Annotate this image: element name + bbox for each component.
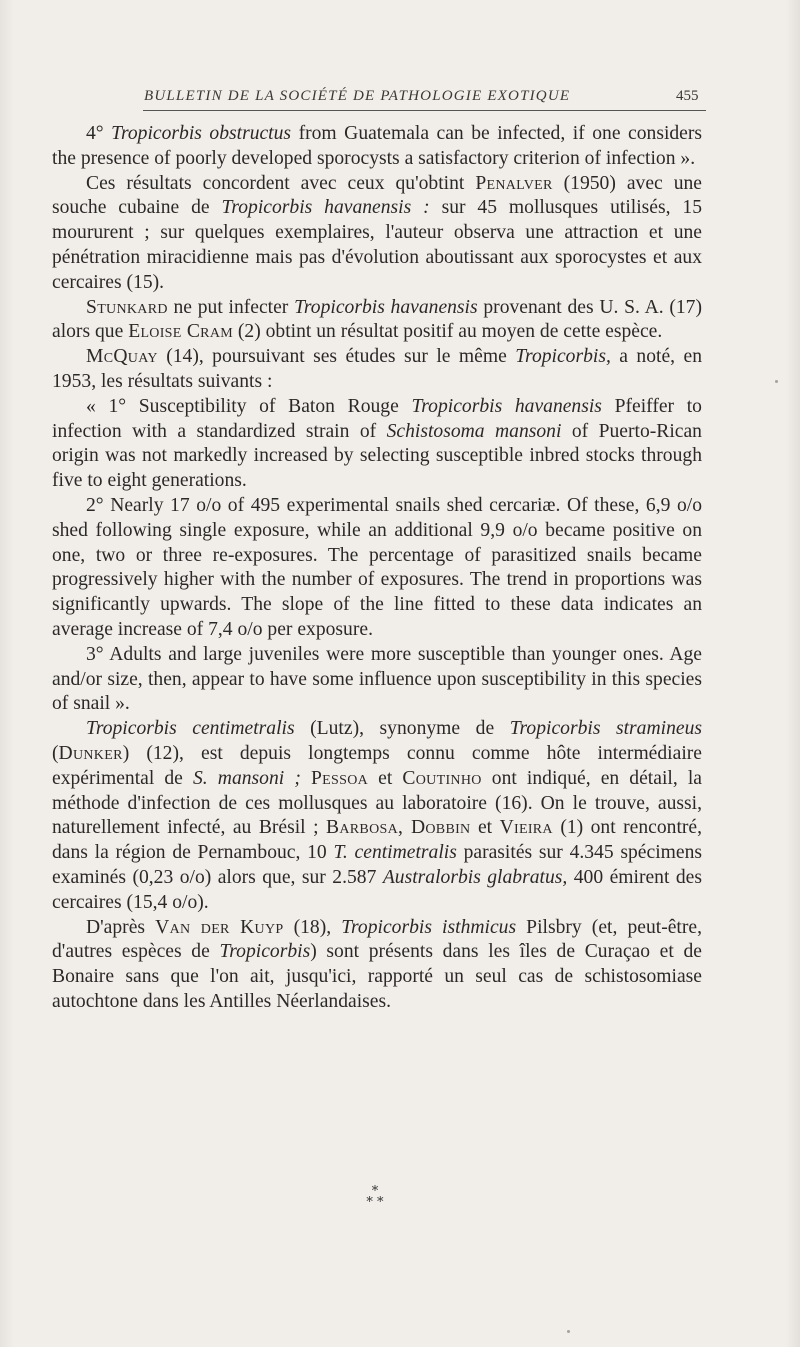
paragraph <box>52 172 702 296</box>
separator-stars-bottom: * * <box>366 1195 384 1210</box>
species-name: Tropicorbis havanensis : <box>221 197 430 219</box>
text-run: ne put infecter <box>167 296 295 318</box>
text-run: 4° <box>86 123 112 144</box>
header-rule <box>143 110 706 111</box>
text-run: ) (12), est depuis longtemps connu comme hôte intermédiaire expérimental de <box>52 742 702 789</box>
species-name: S. mansoni ; <box>193 767 301 789</box>
paragraph <box>52 916 702 1015</box>
text-run: Pfeiffer to infection with a standardized strain of <box>52 395 702 442</box>
section-separator <box>360 1186 390 1208</box>
species-name: T. centimetralis <box>333 842 457 864</box>
text-run: parasités sur 4.345 spécimens examinés (0,23 o/o) alors que, sur 2.587 <box>52 842 703 888</box>
paragraph <box>52 122 702 172</box>
author-name: McQuay <box>86 346 158 368</box>
text-run: ont indiqué, en détail, la méthode d'infection de ces mollusques au laboratoire (16). On le trouve, aussi, naturellement infecté, au Brésil ; <box>52 767 702 839</box>
author-name: Pessoa <box>310 767 369 789</box>
text-run: ) sont présents dans les îles de Curaçao et de Bonaire sans que l'on ait, jusqu'ici, rapporté un seul cas de schistosomiase autochtone dans les Antilles Néerlandaises. <box>52 941 702 1012</box>
paper-speck <box>775 380 778 383</box>
paragraph <box>52 717 702 915</box>
author-name: Barbosa, Dobbin <box>326 817 471 839</box>
species-name: Tropicorbis centimetralis <box>86 718 295 740</box>
author-name: Penalver <box>475 172 553 194</box>
species-name: Tropicorbis havanensis <box>294 296 478 318</box>
paragraph <box>52 296 702 346</box>
text-run: Pilsbry (et, peut-être, d'autres espèces de <box>52 916 702 963</box>
text-run: (1) ont rencontré, dans la région de Pernambouc, 10 <box>52 817 703 864</box>
text-run: et <box>470 817 500 839</box>
text-run <box>301 768 311 789</box>
text-run: (2) obtint un résultat positif au moyen de cette espèce. <box>232 321 663 343</box>
text-run: of Puerto-Rican origin was not markedly increased by selecting susceptible inbred stocks through five to eight generations. <box>52 420 702 492</box>
body-text <box>52 122 702 1015</box>
text-run: (1950) avec une souche cubaine de <box>52 172 702 219</box>
species-name: Schistosoma mansoni <box>386 420 562 442</box>
text-run: a noté, en 1953, les résultats suivants : <box>52 346 702 392</box>
species-name: Australorbis glabratus, <box>382 866 568 888</box>
author-name: Van der Kuyp <box>155 916 284 938</box>
author-name: Stunkard <box>86 296 168 318</box>
quote-paragraph: 3° Adults and large juveniles were more susceptible than younger ones. Age and/or size, then, appear to have some influence upon susceptibility in this species of snail ». <box>52 643 702 715</box>
text-run: ( <box>52 742 59 764</box>
species-name: Tropicorbis obstructus <box>111 123 292 144</box>
text-run: D'après <box>86 916 156 938</box>
species-name: Tropicorbis stramineus <box>509 718 702 740</box>
author-name: Dunker <box>58 742 123 764</box>
species-name: Tropicorbis, <box>515 346 611 368</box>
text-run: sur 45 mollusques utilisés, 15 moururent ; sur quelques exemplaires, l'auteur observa une attraction et une pénétration miracidienne mais pas d'évolution aboutissant aux sporocystes et aux cercaires (15). <box>52 197 702 293</box>
running-head: BULLETIN DE LA SOCIÉTÉ DE PATHOLOGIE EXOTIQUE <box>144 88 571 104</box>
separator-star-top: * <box>371 1184 379 1199</box>
text-run: (Lutz), synonyme de <box>294 718 510 740</box>
text-run: from Guatemala can be infected, if one considers the presence of poorly developed sporocysts a satisfactory criterion of infection ». <box>52 123 703 169</box>
author-name: Eloise Cram <box>128 321 233 343</box>
text-run: (18), <box>283 916 342 938</box>
species-name: Tropicorbis isthmicus <box>341 916 517 938</box>
author-name: Coutinho <box>402 767 482 789</box>
text-run: Ces résultats concordent avec ceux qu'obtint <box>86 172 476 194</box>
text-run: et <box>368 767 403 789</box>
text-run: « 1° Susceptibility of Baton Rouge <box>86 395 412 417</box>
page-number: 455 <box>676 88 699 104</box>
species-name: Tropicorbis <box>219 941 311 963</box>
species-name: Tropicorbis havanensis <box>411 395 602 417</box>
text-run: 400 émirent des cercaires (15,4 o/o). <box>52 866 702 913</box>
paper-speck <box>567 1330 570 1333</box>
paragraph <box>52 345 702 395</box>
quote-paragraph: 2° Nearly 17 o/o of 495 experimental snails shed cercariæ. Of these, 6,9 o/o shed following single exposure, while an additional 9,9 o/o became positive on one, two or three re-exposures. The percentage of parasitized snails became progressively higher with the number of exposures. The trend in proportions was significantly upwards. The slope of the line fitted to these data indicates an average increase of 7,4 o/o per exposure. <box>52 494 702 640</box>
text-run: provenant des U. S. A. (17) alors que <box>52 296 703 343</box>
quote-paragraph <box>52 395 702 494</box>
author-name: Vieira <box>499 817 553 839</box>
text-run: (14), poursuivant ses études sur le même <box>157 346 516 368</box>
